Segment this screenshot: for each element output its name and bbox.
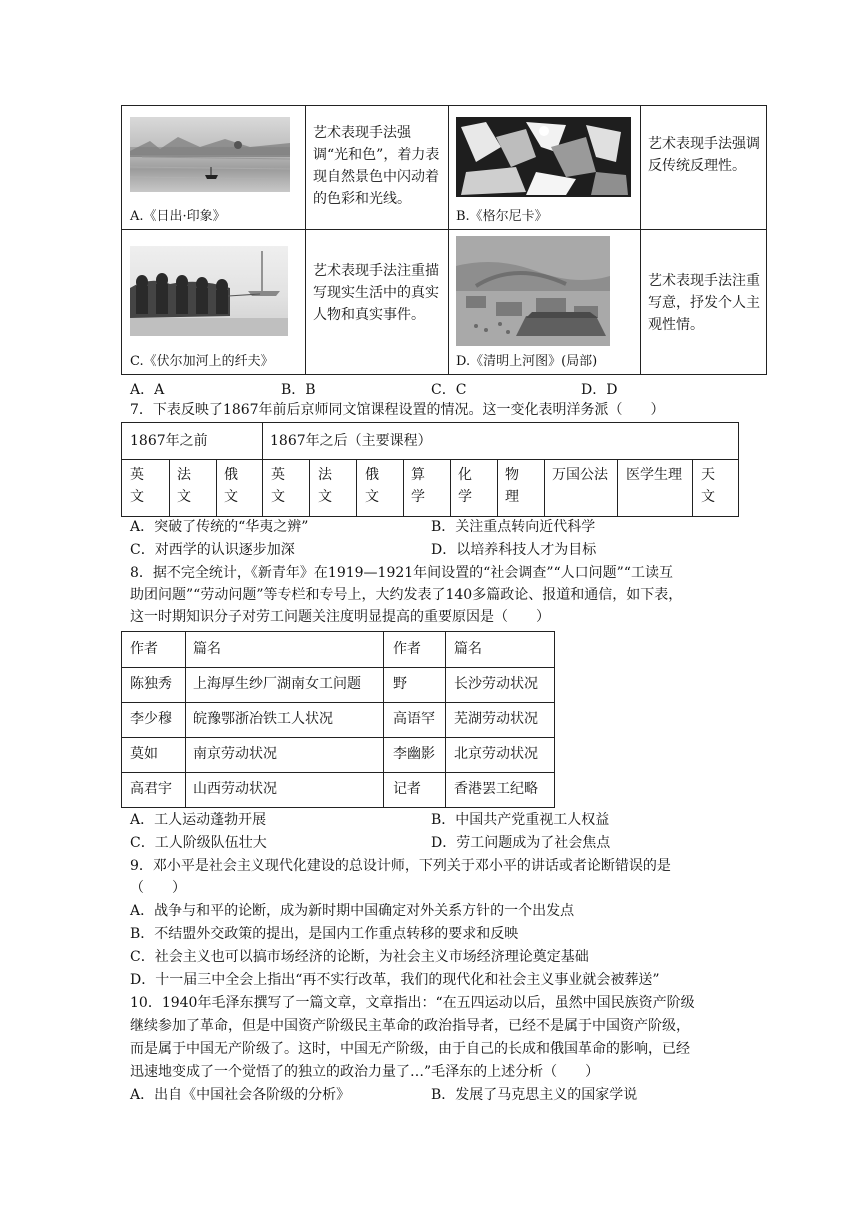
q7-option-a[interactable]: A．突破了传统的“华夷之辨” (130, 519, 309, 535)
q7-course: 法文 (318, 467, 332, 505)
painting-impression-sunrise (130, 117, 290, 192)
q7-option-c[interactable]: C．对西学的认识逐步加深 (130, 542, 295, 558)
q7-course: 算学 (411, 467, 425, 505)
q8-cell: 山西劳动状况 (193, 781, 277, 797)
q8-stem-line: 8．据不完全统计，《新青年》在1919—1921年间设置的“社会调查”“人口问题”“工读互 (130, 565, 673, 581)
q6-option-b[interactable]: B．B (281, 382, 316, 398)
q7-course: 天文 (701, 467, 715, 505)
q9-stem-line: （ ） (130, 880, 186, 896)
q7-header-before: 1867年之前 (130, 433, 208, 449)
q7-header-after: 1867年之后（主要课程） (270, 433, 432, 449)
q6-option-a[interactable]: A．A (130, 382, 165, 398)
q7-course: 英文 (271, 467, 285, 505)
q8-option-b[interactable]: B．中国共产党重视工人权益 (431, 812, 610, 828)
q7-course: 俄文 (365, 467, 379, 505)
q7-course: 化学 (458, 467, 472, 505)
q7-option-b[interactable]: B．关注重点转向近代科学 (431, 519, 596, 535)
q8-cell: 莫如 (130, 746, 158, 762)
q9-option-c[interactable]: C．社会主义也可以搞市场经济的论断，为社会主义市场经济理论奠定基础 (130, 949, 589, 965)
q7-stem: 7．下表反映了1867年前后京师同文馆课程设置的情况。这一变化表明洋务派（ ） (130, 402, 665, 418)
q8-cell: 记者 (393, 781, 421, 797)
q8-cell: 北京劳动状况 (454, 746, 538, 762)
q8-stem-line: 这一时期知识分子对劳工问题关注度明显提高的重要原因是（ ） (130, 609, 550, 625)
q9-stem-line: 9．邓小平是社会主义现代化建设的总设计师，下列关于邓小平的讲话或者论断错误的是 (130, 858, 671, 874)
q6-desc-d: 艺术表现手法注重写意，抒发个人主观性情。 (648, 273, 760, 333)
q8-cell: 上海厚生纱厂湖南女工问题 (193, 676, 361, 692)
q6-caption-a: A.《日出·印象》 (130, 209, 226, 224)
q6-caption-d: D.《清明上河图》(局部) (456, 354, 598, 369)
q9-option-a[interactable]: A．战争与和平的论断，成为新时期中国确定对外关系方针的一个出发点 (130, 903, 575, 919)
q7-course: 医学生理 (626, 467, 682, 483)
q9-option-d[interactable]: D．十一届三中全会上指出“再不实行改革，我们的现代化和社会主义事业就会被葬送” (130, 972, 660, 988)
q6-desc-a: 艺术表现手法强调“光和色”，着力表现自然景色中闪动着的色彩和光线。 (313, 125, 440, 207)
q10-stem-line: 而是属于中国无产阶级了。这时，中国无产阶级，由于自己的长成和俄国革命的影响，已经 (130, 1041, 690, 1057)
q9-option-b[interactable]: B．不结盟外交政策的提出，是国内工作重点转移的要求和反映 (130, 926, 519, 942)
q6-option-d[interactable]: D．D (581, 382, 618, 398)
painting-qingming-riverside (456, 236, 610, 346)
q8-cell: 皖豫鄂浙冶铁工人状况 (193, 711, 333, 727)
q8-cell: 长沙劳动状况 (454, 676, 538, 692)
q6-desc-c: 艺术表现手法注重描写现实生活中的真实人物和真实事件。 (313, 263, 439, 323)
q8-cell: 陈独秀 (130, 676, 172, 692)
q6-caption-b: B.《格尔尼卡》 (456, 209, 548, 224)
q8-header: 篇名 (454, 641, 482, 657)
q10-option-a[interactable]: A．出自《中国社会各阶级的分析》 (130, 1087, 351, 1103)
q7-course: 英文 (130, 467, 144, 505)
q10-stem-line: 迅速地变成了一个觉悟了的独立的政治力量了…”毛泽东的上述分析（ ） (130, 1064, 600, 1080)
q8-header: 作者 (393, 641, 421, 657)
q8-stem-line: 助团问题”“劳动问题”等专栏和专号上，大约发表了140多篇政论、报道和通信，如下表， (130, 587, 683, 603)
q7-course: 俄文 (224, 467, 238, 505)
q8-cell: 高语罕 (393, 711, 435, 727)
painting-barge-haulers (130, 246, 288, 336)
q10-stem-line: 10．1940年毛泽东撰写了一篇文章，文章指出：“在五四运动以后，虽然中国民族资产阶级 (130, 995, 695, 1011)
q8-cell: 南京劳动状况 (193, 746, 277, 762)
q10-option-b[interactable]: B．发展了马克思主义的国家学说 (431, 1087, 638, 1103)
q6-desc-b: 艺术表现手法强调反传统反理性。 (648, 136, 760, 174)
q7-course: 法文 (177, 467, 191, 505)
q8-option-c[interactable]: C．工人阶级队伍壮大 (130, 835, 267, 851)
q8-option-d[interactable]: D．劳工问题成为了社会焦点 (431, 835, 611, 851)
q8-cell: 高君宇 (130, 781, 172, 797)
q8-cell: 李少穆 (130, 711, 172, 727)
painting-guernica (456, 117, 631, 197)
q8-option-a[interactable]: A．工人运动蓬勃开展 (130, 812, 267, 828)
q8-cell: 李幽影 (393, 746, 435, 762)
q8-cell: 香港罢工纪略 (454, 781, 538, 797)
q8-cell: 野 (393, 676, 407, 692)
q8-header: 篇名 (193, 641, 221, 657)
q6-option-c[interactable]: C．C (431, 382, 467, 398)
q7-course: 万国公法 (552, 467, 608, 483)
q7-course: 物理 (505, 467, 519, 505)
q6-caption-c: C.《伏尔加河上的纤夫》 (130, 354, 274, 369)
q8-header: 作者 (130, 641, 158, 657)
q7-option-d[interactable]: D．以培养科技人才为目标 (431, 542, 597, 558)
q8-cell: 芜湖劳动状况 (454, 711, 538, 727)
q10-stem-line: 继续参加了革命，但是中国资产阶级民主革命的政治指导者，已经不是属于中国资产阶级， (130, 1018, 690, 1034)
